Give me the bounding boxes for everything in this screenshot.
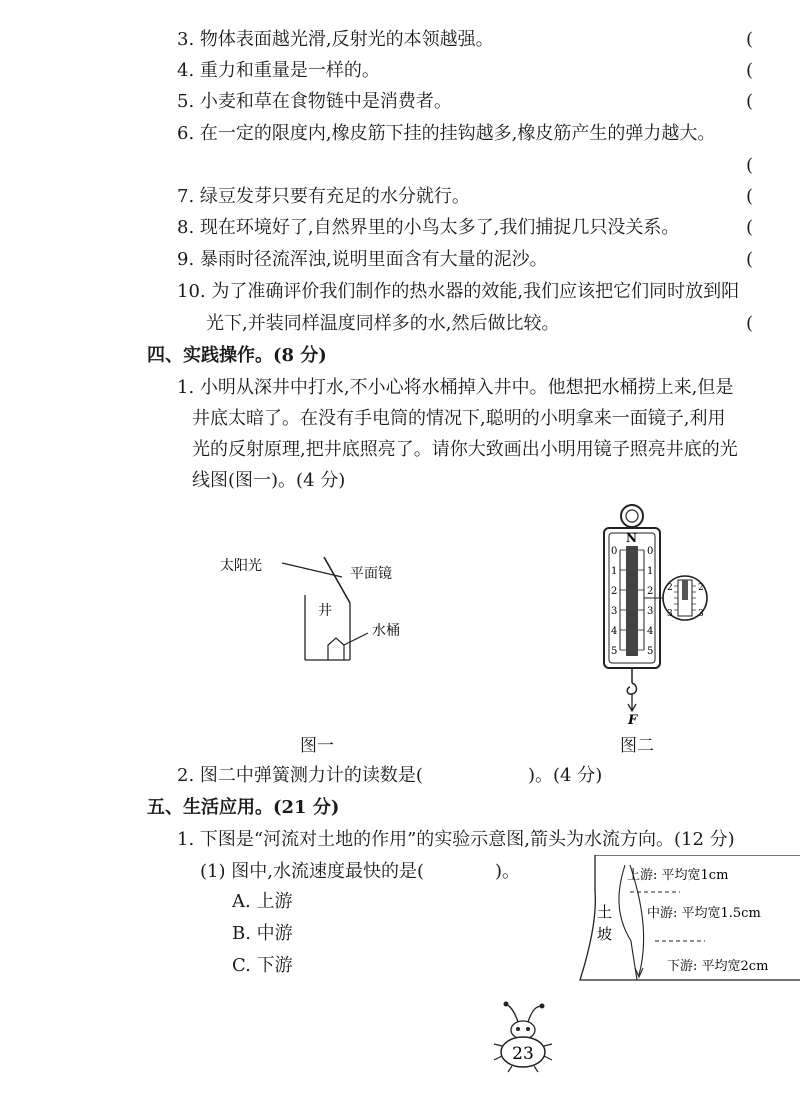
downstream-label: 下游: 平均宽2cm [667,959,769,974]
answer-paren-4[interactable]: ( [746,60,754,81]
zoom-left-2: 2 [667,583,673,593]
scale-left-4: 4 [611,626,618,637]
mirror-label: 平面镜 [350,566,392,582]
scale-right-4: 4 [647,626,654,637]
zoom-left-3: 3 [667,609,673,619]
judgment-6: 6. 在一定的限度内,橡皮筋下挂的挂钩越多,橡皮筋产生的弹力越大。 [177,123,716,144]
answer-paren-3[interactable]: ( [746,29,754,50]
scale-top-label: N [626,531,637,545]
page-number: 23 [512,1044,534,1064]
figure-2-spring-scale[interactable] [590,498,800,728]
section-5-title: 五、生活应用。(21 分) [147,797,340,818]
figure-1-caption: 图一 [300,736,334,756]
river-diagram[interactable] [575,855,800,990]
scale-left-0: 0 [611,546,618,557]
scale-left-1: 1 [611,566,618,577]
answer-paren-7[interactable]: ( [746,186,754,207]
s4-q1-line3: 光的反射原理,把井底照亮了。请你大致画出小明用镜子照亮井底的光 [192,439,738,460]
s5-sub1-after: )。 [495,861,521,882]
figure-1-well-diagram[interactable] [200,545,430,685]
slope-label-2: 坡 [597,925,613,943]
scale-left-2: 2 [611,586,618,597]
judgment-9: 9. 暴雨时径流浑浊,说明里面含有大量的泥沙。 [177,249,548,270]
well-label: 井 [318,603,332,619]
judgment-10-cont: 光下,并装同样温度同样多的水,然后做比较。 [206,313,560,334]
bucket-label: 水桶 [372,623,400,639]
option-c[interactable]: C. 下游 [232,955,293,976]
scale-right-3: 3 [647,606,654,617]
option-b[interactable]: B. 中游 [232,923,293,944]
zoom-right-2: 2 [698,583,704,593]
scale-right-5: 5 [647,646,654,657]
judgment-4: 4. 重力和重量是一样的。 [177,60,380,81]
section-4-title: 四、实践操作。(8 分) [147,345,327,366]
answer-paren-8[interactable]: ( [746,217,754,238]
sunlight-label: 太阳光 [220,558,262,574]
figure-2-caption: 图二 [620,736,654,756]
s4-q1-line2: 井底太暗了。在没有手电筒的情况下,聪明的小明拿来一面镜子,利用 [192,408,726,429]
judgment-7: 7. 绿豆发芽只要有充足的水分就行。 [177,186,470,207]
judgment-3: 3. 物体表面越光滑,反射光的本领越强。 [177,29,494,50]
scale-left-3: 3 [611,606,618,617]
answer-paren-6[interactable]: ( [746,155,754,176]
s5-q1-text: 1. 下图是“河流对土地的作用”的实验示意图,箭头为水流方向。(12 分) [177,829,735,850]
judgment-8: 8. 现在环境好了,自然界里的小鸟太多了,我们捕捉几只没关系。 [177,217,680,238]
scale-left-5: 5 [611,646,618,657]
answer-paren-10[interactable]: ( [746,313,754,334]
zoom-right-3: 3 [698,609,704,619]
answer-paren-9[interactable]: ( [746,249,754,270]
slope-label-1: 土 [597,903,613,921]
s4-q1-line1: 1. 小明从深井中打水,不小心将水桶掉入井中。他想把水桶捞上来,但是 [177,377,734,398]
option-a[interactable]: A. 上游 [232,891,293,912]
s4-q2-text: 2. 图二中弹簧测力计的读数是( [177,765,423,786]
judgment-5: 5. 小麦和草在食物链中是消费者。 [177,91,452,112]
answer-paren-5[interactable]: ( [746,91,754,112]
judgment-10: 10. 为了准确评价我们制作的热水器的效能,我们应该把它们同时放到阳 [177,281,740,302]
force-label: F [628,713,638,728]
s4-q2-after: )。(4 分) [528,765,603,786]
scale-right-2: 2 [647,586,654,597]
upstream-label: 上游: 平均宽1cm [627,868,729,883]
midstream-label: 中游: 平均宽1.5cm [647,906,761,921]
scale-right-0: 0 [647,546,654,557]
page-number-badge [490,1000,560,1075]
s4-q1-line4: 线图(图一)。(4 分) [192,470,346,491]
s5-sub1-text: (1) 图中,水流速度最快的是( [200,861,424,882]
scale-right-1: 1 [647,566,654,577]
